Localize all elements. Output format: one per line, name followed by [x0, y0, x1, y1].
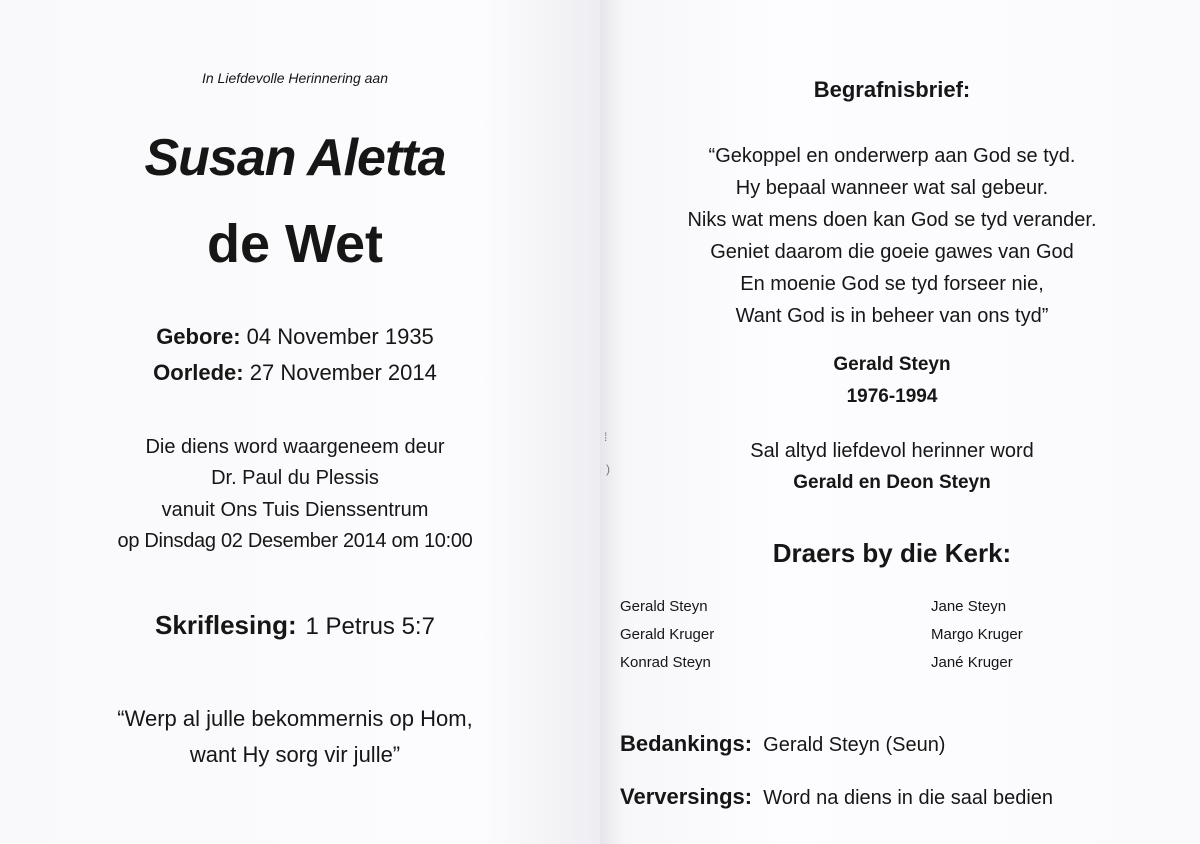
- refresh-value: Word na diens in die saal bedien: [763, 787, 1054, 809]
- right-page: [600, 0, 1200, 844]
- verse-line: want Hy sorg vir julle”: [189, 742, 401, 767]
- dedication: In Liefdevolle Herinnering aan: [201, 70, 388, 86]
- thanks-value: Gerald Steyn (Seun): [763, 734, 946, 756]
- thanks-label: Bedankings:: [620, 731, 753, 756]
- verse-line: “Werp al julle bekommernis op Hom,: [117, 706, 473, 731]
- poem-line: Hy bepaal wanneer wat sal gebeur.: [735, 177, 1049, 199]
- reading-line: [0, 610, 590, 641]
- poem-line: En moenie God se tyd forseer nie,: [740, 273, 1044, 295]
- service-line: vanuit Ons Tuis Dienssentrum: [161, 499, 429, 521]
- author: Gerald Steyn: [833, 354, 951, 375]
- bearer: Jané Kruger: [931, 654, 1013, 671]
- died-line: [0, 360, 590, 386]
- scan-mark: ⁞: [604, 430, 608, 444]
- poem-line: Niks wat mens doen kan God se tyd verander.: [687, 209, 1097, 231]
- poem-line: Want God is in beheer van ons tyd”: [735, 305, 1049, 327]
- service-line: Die diens word waargeneem deur: [145, 436, 445, 458]
- letter-title: Begrafnisbrief:: [813, 77, 971, 102]
- thanks-line: [620, 731, 945, 757]
- poem-line: Geniet daarom die goeie gawes van God: [710, 241, 1074, 263]
- reading-label: Skriflesing:: [155, 610, 297, 640]
- bearer: Gerald Steyn: [620, 598, 708, 615]
- scan-mark: ): [606, 462, 610, 476]
- born-date: 04 November 1935: [246, 324, 434, 349]
- remembered-by: Gerald en Deon Steyn: [793, 472, 991, 493]
- bearer: Konrad Steyn: [620, 654, 711, 671]
- name-line-1: Susan Aletta: [144, 129, 446, 187]
- bearer: Jane Steyn: [931, 598, 1007, 615]
- author-years: 1976-1994: [846, 386, 938, 407]
- refresh-line: [620, 784, 1053, 810]
- reading-ref: 1 Petrus 5:7: [305, 613, 435, 640]
- bearer: Margo Kruger: [931, 626, 1023, 643]
- name-line-2: de Wet: [206, 214, 384, 274]
- bearers-title: Draers by die Kerk:: [772, 538, 1012, 568]
- remembered: Sal altyd liefdevol herinner word: [750, 440, 1034, 462]
- born-line: [0, 324, 590, 350]
- died-date: 27 November 2014: [249, 360, 437, 385]
- service-line: Dr. Paul du Plessis: [211, 467, 379, 489]
- poem-line: “Gekoppel en onderwerp aan God se tyd.: [708, 145, 1076, 167]
- service-line: op Dinsdag 02 Desember 2014 om 10:00: [117, 530, 473, 552]
- died-label: Oorlede:: [153, 360, 244, 385]
- bearer: Gerald Kruger: [620, 626, 715, 643]
- born-label: Gebore:: [156, 324, 241, 349]
- refresh-label: Verversings:: [620, 784, 753, 809]
